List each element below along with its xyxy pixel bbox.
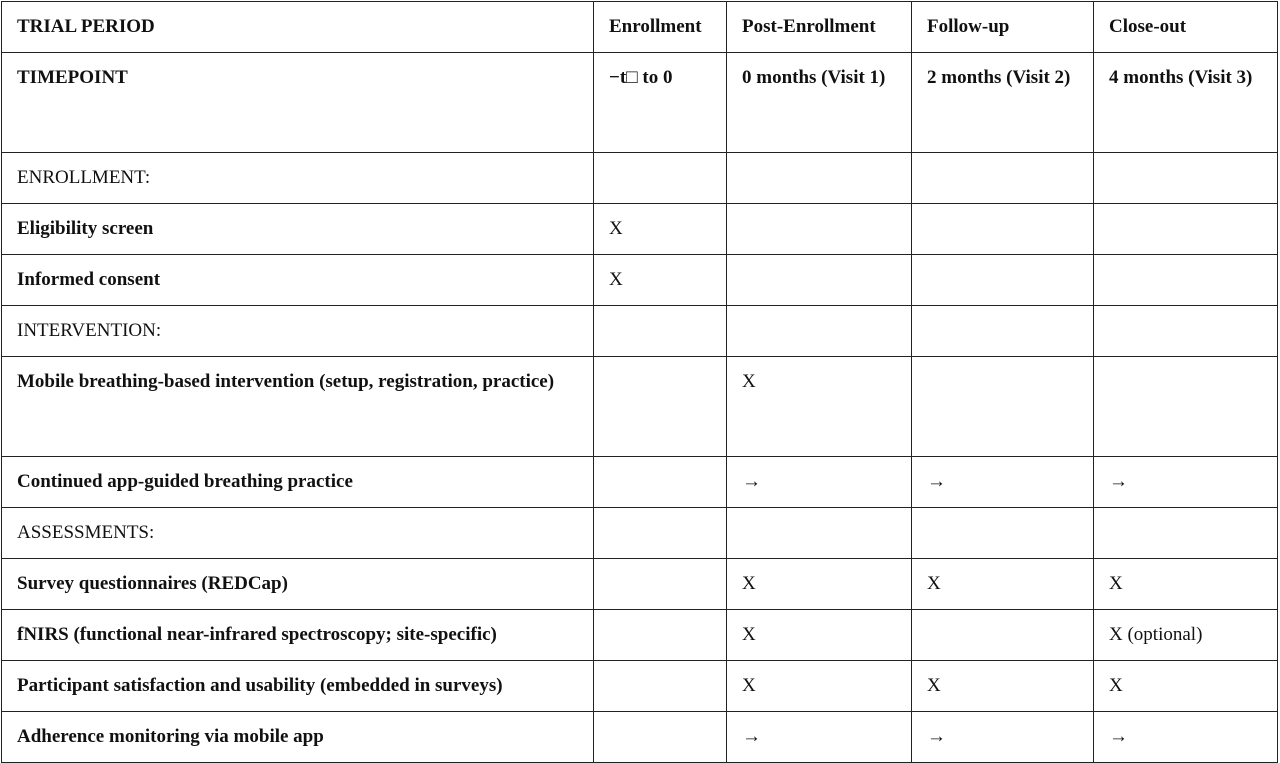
cell-text — [609, 357, 712, 358]
table-row-eligibility-screen — [2, 204, 1278, 255]
cell — [594, 712, 727, 763]
cell-text — [609, 559, 712, 560]
timepoint-text: 0 months (Visit 1) — [742, 67, 886, 88]
cell-text — [927, 306, 1079, 307]
cell — [912, 508, 1094, 559]
cell-text — [1109, 357, 1263, 358]
cell — [594, 306, 727, 357]
cell — [1094, 508, 1278, 559]
row-label-text: fNIRS (functional near-infrared spectroscopy; site-specific) — [17, 624, 497, 645]
row-label-text: INTERVENTION: — [17, 320, 162, 341]
timepoint-enrollment — [594, 53, 727, 153]
row-label — [2, 306, 594, 357]
cell — [594, 204, 727, 255]
row-label-text: ASSESSMENTS: — [17, 522, 155, 543]
table-row-mobile-intervention — [2, 357, 1278, 457]
cell-text — [742, 153, 897, 154]
cell — [594, 508, 727, 559]
cell — [912, 712, 1094, 763]
cell — [594, 457, 727, 508]
cell-text: X — [742, 573, 756, 594]
row-label — [2, 559, 594, 610]
arrow-icon: → — [742, 471, 761, 492]
cell — [727, 153, 912, 204]
timepoint-text: 2 months (Visit 2) — [927, 67, 1071, 88]
spirit-schedule-table — [1, 1, 1278, 763]
timepoint-visit-1 — [727, 53, 912, 153]
cell — [1094, 255, 1278, 306]
cell-text — [1109, 153, 1263, 154]
arrow-icon: → — [927, 726, 946, 747]
cell-text: X — [609, 218, 623, 239]
arrow-icon: → — [1109, 726, 1128, 747]
cell-text: X — [927, 675, 941, 696]
cell — [912, 610, 1094, 661]
header-col-close-out — [1094, 2, 1278, 53]
cell-text — [609, 661, 712, 662]
timepoint-text: −t□ to 0 — [609, 67, 673, 88]
section-row-intervention — [2, 306, 1278, 357]
row-label — [2, 661, 594, 712]
header-col-follow-up — [912, 2, 1094, 53]
row-label-text: Continued app-guided breathing practice — [17, 471, 353, 492]
row-label — [2, 204, 594, 255]
header-label-timepoint — [2, 53, 594, 153]
cell — [1094, 712, 1278, 763]
cell-text — [609, 712, 712, 713]
cell — [727, 559, 912, 610]
table-row-fnirs — [2, 610, 1278, 661]
cell-text — [742, 508, 897, 509]
table-row-participant-satisfaction — [2, 661, 1278, 712]
cell-text — [927, 255, 1079, 256]
cell-text — [927, 357, 1079, 358]
cell-text — [609, 457, 712, 458]
cell-text — [1109, 508, 1263, 509]
cell-text: X — [742, 624, 756, 645]
cell — [1094, 357, 1278, 457]
cell-text — [927, 204, 1079, 205]
row-label — [2, 153, 594, 204]
cell — [594, 610, 727, 661]
cell-text: X (optional) — [1109, 624, 1203, 645]
cell — [1094, 204, 1278, 255]
cell — [727, 712, 912, 763]
cell-text — [927, 610, 1079, 611]
cell — [912, 153, 1094, 204]
row-label-text: Survey questionnaires (REDCap) — [17, 573, 288, 594]
cell — [912, 255, 1094, 306]
row-label-text: Participant satisfaction and usability (embedded in surveys) — [17, 675, 503, 696]
cell-text — [609, 508, 712, 509]
header-label-text: TIMEPOINT — [17, 67, 128, 88]
header-col-text: Follow-up — [927, 16, 1010, 37]
cell-text — [927, 508, 1079, 509]
cell-text: X — [927, 573, 941, 594]
cell-text — [1109, 204, 1263, 205]
cell — [727, 508, 912, 559]
table-row-survey-questionnaires — [2, 559, 1278, 610]
header-col-enrollment — [594, 2, 727, 53]
cell-text — [609, 153, 712, 154]
cell — [912, 204, 1094, 255]
cell — [1094, 610, 1278, 661]
cell — [594, 661, 727, 712]
cell — [912, 559, 1094, 610]
cell-text — [927, 153, 1079, 154]
cell — [912, 457, 1094, 508]
cell-text: X — [1109, 675, 1123, 696]
cell — [912, 661, 1094, 712]
row-label — [2, 712, 594, 763]
cell-text — [609, 610, 712, 611]
cell-text: X — [742, 371, 756, 392]
arrow-icon: → — [1109, 471, 1128, 492]
cell-text — [742, 306, 897, 307]
cell — [727, 357, 912, 457]
table-row-continued-practice — [2, 457, 1278, 508]
cell — [727, 204, 912, 255]
timepoint-visit-2 — [912, 53, 1094, 153]
cell — [727, 610, 912, 661]
cell — [1094, 457, 1278, 508]
cell-text — [742, 204, 897, 205]
table-row-informed-consent — [2, 255, 1278, 306]
cell-text: X — [1109, 573, 1123, 594]
arrow-icon: → — [742, 726, 761, 747]
header-col-text: Close-out — [1109, 16, 1187, 37]
cell-text: X — [609, 269, 623, 290]
cell — [1094, 661, 1278, 712]
cell — [912, 306, 1094, 357]
cell — [594, 255, 727, 306]
header-row-timepoint — [2, 53, 1278, 153]
header-label-trial-period — [2, 2, 594, 53]
row-label — [2, 457, 594, 508]
row-label-text: ENROLLMENT: — [17, 167, 151, 188]
cell — [727, 661, 912, 712]
cell — [1094, 153, 1278, 204]
cell — [727, 457, 912, 508]
row-label — [2, 357, 594, 457]
row-label-text: Adherence monitoring via mobile app — [17, 726, 324, 747]
header-col-post-enrollment — [727, 2, 912, 53]
cell — [912, 357, 1094, 457]
section-row-assessments — [2, 508, 1278, 559]
table-row-adherence-monitoring — [2, 712, 1278, 763]
cell — [594, 559, 727, 610]
cell-text — [742, 255, 897, 256]
cell — [727, 255, 912, 306]
header-col-text: Enrollment — [609, 16, 702, 37]
cell-text — [1109, 306, 1263, 307]
row-label-text: Informed consent — [17, 269, 161, 290]
row-label-text: Eligibility screen — [17, 218, 154, 239]
header-col-text: Post-Enrollment — [742, 16, 876, 37]
cell-text — [609, 306, 712, 307]
row-label — [2, 508, 594, 559]
header-row-trial-period — [2, 2, 1278, 53]
cell — [1094, 559, 1278, 610]
row-label — [2, 610, 594, 661]
cell — [594, 153, 727, 204]
row-label — [2, 255, 594, 306]
timepoint-text: 4 months (Visit 3) — [1109, 67, 1253, 88]
arrow-icon: → — [927, 471, 946, 492]
row-label-text: Mobile breathing-based intervention (setup, registration, practice) — [17, 371, 555, 392]
header-label-text: TRIAL PERIOD — [17, 16, 155, 37]
section-row-enrollment — [2, 153, 1278, 204]
cell — [727, 306, 912, 357]
cell-text — [1109, 255, 1263, 256]
cell — [594, 357, 727, 457]
cell — [1094, 306, 1278, 357]
cell-text: X — [742, 675, 756, 696]
timepoint-visit-3 — [1094, 53, 1278, 153]
